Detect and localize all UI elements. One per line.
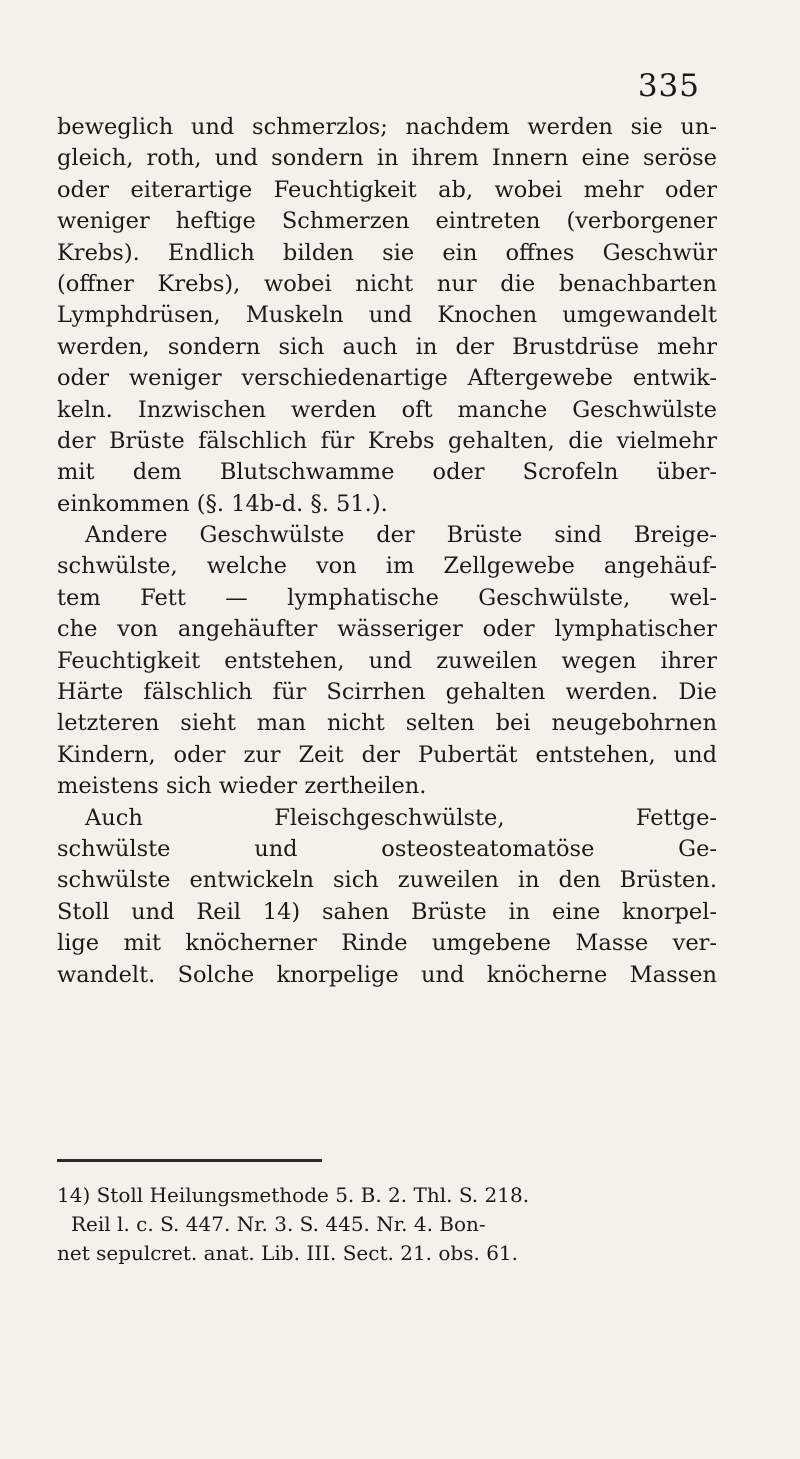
text-line: oder eiterartige Feuchtigkeit ab, wobei mehr oder [57, 176, 717, 203]
text-line: (offner Krebs), wobei nicht nur die benachbarten [57, 270, 717, 297]
text-line: keln. Inzwischen werden oft manche Geschwülste [57, 396, 717, 423]
text-line: gleich, roth, und sondern in ihrem Innern eine seröse [57, 145, 717, 172]
text-line: Kindern, oder zur Zeit der Pubertät entstehen, und [57, 741, 717, 768]
text-line: tem Fett — lymphatische Geschwülste, wel- [57, 584, 717, 611]
text-line: oder weniger verschiedenartige Aftergewebe entwik- [57, 365, 717, 392]
text-line: der Brüste fälschlich für Krebs gehalten, die vielmehr [57, 427, 717, 454]
text-line: weniger heftige Schmerzen eintreten (verborgener [57, 208, 717, 235]
text-line: Lymphdrüsen, Muskeln und Knochen umgewandelt [57, 302, 717, 329]
text-line: lige mit knöcherner Rinde umgebene Masse ver- [57, 930, 717, 957]
footnotes [57, 1181, 717, 1268]
footnote-line: net sepulcret. anat. Lib. III. Sect. 21. obs. 61. [57, 1241, 519, 1265]
text-line: schwülste und osteosteatomatöse Ge- [57, 835, 717, 862]
text-line: schwülste entwickeln sich zuweilen in den Brüsten. [57, 867, 717, 894]
footnote-line: 14) Stoll Heilungsmethode 5. B. 2. Thl. S. 218. [57, 1183, 530, 1207]
text-line: werden, sondern sich auch in der Brustdrüse mehr [57, 333, 717, 360]
text-line: Auch Fleischgeschwülste, Fettge- [85, 804, 717, 831]
footnote-line: Reil l. c. S. 447. Nr. 3. S. 445. Nr. 4. Bon- [71, 1212, 486, 1236]
text-line: mit dem Blutschwamme oder Scrofeln über- [57, 459, 717, 486]
text-line: wandelt. Solche knorpelige und knöcherne Massen [57, 961, 717, 988]
text-line: Feuchtigkeit entstehen, und zuweilen wegen ihrer [57, 647, 717, 674]
text-line: meistens sich wieder zertheilen. [57, 773, 427, 800]
text-line: einkommen (§. 14b-d. §. 51.). [57, 490, 388, 517]
page-number: 335 [637, 68, 700, 104]
text-line: che von angehäufter wässeriger oder lymphatischer [57, 616, 717, 643]
text-line: letzteren sieht man nicht selten bei neugebohrnen [57, 710, 717, 737]
text-line: Härte fälschlich für Scirrhen gehalten werden. Die [57, 679, 717, 706]
text-line: Andere Geschwülste der Brüste sind Breige- [85, 522, 717, 549]
footnote-rule [57, 1159, 322, 1162]
text-line: schwülste, welche von im Zellgewebe angehäuf- [57, 553, 717, 580]
text-line: beweglich und schmerzlos; nachdem werden sie un- [57, 114, 717, 140]
body-text [57, 112, 717, 991]
text-line: Stoll und Reil 14) sahen Brüste in eine knorpel- [57, 898, 717, 925]
text-line: Krebs). Endlich bilden sie ein offnes Geschwür [57, 239, 717, 266]
